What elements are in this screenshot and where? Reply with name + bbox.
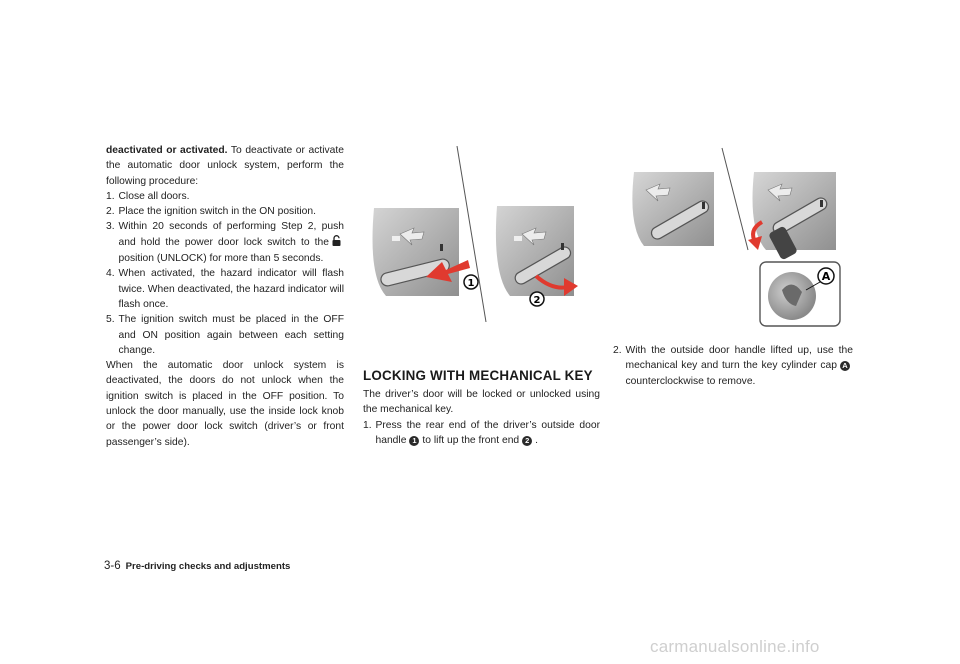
step-text: When activated, the hazard indicator will flash twice. When deactivated, the hazard indicator will flash once.: [118, 268, 344, 310]
intro-bold: deactivated or activated.: [106, 145, 228, 156]
step-number: 2.: [613, 345, 622, 356]
step-text: With the outside door handle lifted up, use the mechanical key and turn the key cylinder cap: [625, 345, 853, 372]
callout-a: A: [821, 270, 831, 283]
door-handle-illustration: [364, 146, 582, 327]
procedure-steps: [106, 189, 344, 358]
step-number: 1.: [363, 419, 372, 431]
section-heading: LOCKING WITH MECHANICAL KEY: [363, 368, 593, 383]
step-number: 4.: [106, 268, 115, 280]
section-body: The driver’s door will be locked or unlocked using the mechanical key.: [363, 389, 600, 416]
page-footer: [104, 560, 290, 572]
mechanical-key-steps-cont: [613, 343, 853, 389]
intro-text: To deactivate or activate the automatic door unlock system, perform the following procedure:: [106, 145, 344, 187]
unlock-icon: [332, 235, 341, 251]
right-column: [613, 343, 853, 389]
callout-1: 1: [467, 278, 475, 289]
step-text: counterclockwise to remove.: [625, 375, 756, 387]
step-text: Within 20 seconds of performing Step 2, push and hold the power door lock switch to the: [118, 221, 344, 248]
chapter-title: Pre-driving checks and adjustments: [125, 561, 291, 572]
step-number: 5.: [106, 314, 115, 326]
step-text: Place the ignition switch in the ON position.: [118, 206, 316, 218]
list-item: [106, 204, 344, 219]
marker-2: 2: [522, 436, 532, 446]
list-item: [106, 219, 344, 266]
marker-1: 1: [409, 436, 419, 446]
intro-paragraph: [106, 143, 344, 189]
key-cylinder-illustration: [620, 146, 842, 335]
callout-2: 2: [533, 295, 541, 306]
list-item: [363, 418, 600, 449]
step-number: 3.: [106, 221, 115, 233]
step-text: Close all doors.: [118, 190, 190, 202]
mechanical-key-steps: [363, 418, 600, 449]
closing-paragraph: When the automatic door unlock system is deactivated, the doors do not unlock when the ignition switch is placed in the OFF position. To unlock the door manually, use the inside lock knob or the power door lock switch (driver’s or front passenger’s side).: [106, 360, 344, 448]
list-item: [613, 343, 853, 389]
step-text: .: [535, 434, 539, 446]
step-text: to lift up the front end: [422, 434, 520, 446]
marker-a: A: [840, 361, 850, 371]
step-number: 1.: [106, 190, 115, 202]
left-column: [106, 143, 344, 450]
list-item: [106, 312, 344, 358]
list-item: [106, 189, 344, 204]
step-text: The ignition switch must be placed in the OFF and ON position again between each setting change.: [118, 314, 344, 356]
step-number: 2.: [106, 206, 115, 218]
list-item: [106, 266, 344, 312]
watermark: carmanualsonline.info: [650, 637, 820, 656]
step-text: Press the rear end of the driver’s outside door handle: [375, 419, 600, 446]
step-text: position (UNLOCK) for more than 5 seconds.: [118, 253, 324, 265]
page-number: 3-6: [104, 560, 121, 572]
middle-column: [363, 367, 600, 448]
